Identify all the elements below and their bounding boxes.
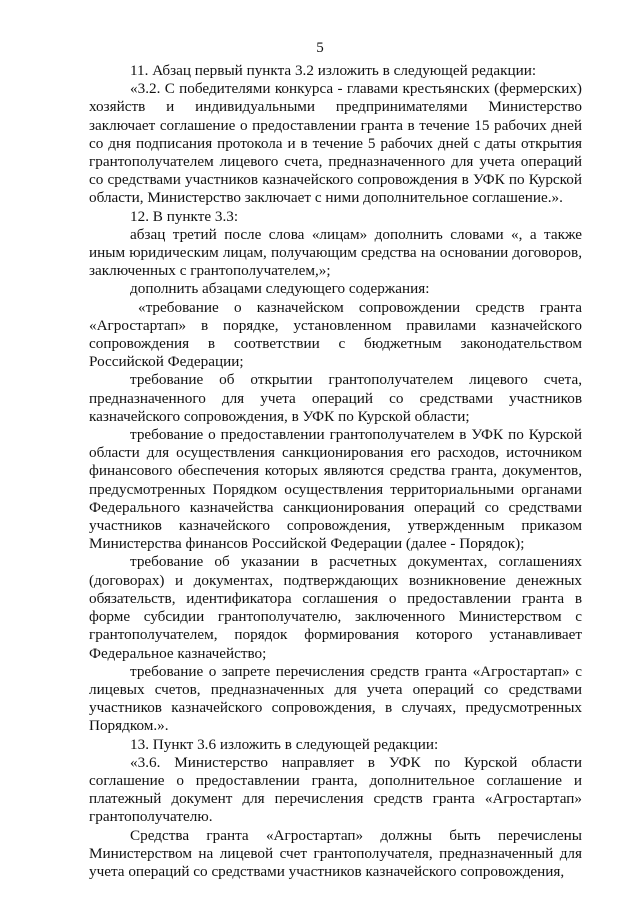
paragraph-3-2-text: «3.2. С победителями конкурса - главами крестьянских (фермерских) хозяйств и индивидуальными предпринимателями Министерство заключает соглашение о предоставлении гранта в течение 15 рабочих дней со дня подписания протокола и в течение 5 рабочих дней с даты открытия грантополучателем лицевого счета, предназначенного для учета операций со средствами участников казначейского сопровождения в УФК по Курской области, Министерство заключает с ними дополнительное соглашение.». (89, 80, 582, 207)
paragraph-requirement-4: требование об указании в расчетных документах, соглашениях (договорах) и документах, подтверждающих возникновение денежных обязательств, идентификатора соглашения о предоставлении гранта в форме субсидии грантополучателю, заключенного Министерством с грантополучателем, порядок формирования которого устанавливает Федеральное казначейство; (89, 553, 582, 662)
paragraph-add-intro: дополнить абзацами следующего содержания: (130, 280, 430, 298)
paragraph-grant-transfer: Средства гранта «Агростартап» должны быть перечислены Министерством на лицевой счет грантополучателя, предназначенный для учета операций со средствами участников казначейского сопровождения, (89, 826, 582, 880)
paragraph-3-3-amendment: абзац третий после слова «лицам» дополнить словами «, а также иным юридическим лицам, получающим средства на основании договоров, заключенных с грантополучателем,»; (89, 225, 582, 280)
paragraph-13-header: 13. Пункт 3.6 изложить в следующей редакции: (130, 735, 439, 753)
paragraph-requirement-2: требование об открытии грантополучателем лицевого счета, предназначенного для учета операций со средствами участников казначейского сопровождения, в УФК по Курской области; (89, 371, 582, 425)
document-body (89, 62, 582, 881)
page-number: 5 (316, 40, 324, 56)
paragraph-requirement-5: требование о запрете перечисления средств гранта «Агростартап» с лицевых счетов, предназначенных для учета операций со средствами участников казначейского сопровождения, в случаях, предусмотренных Порядком.». (89, 662, 582, 735)
paragraph-requirement-1: «требование о казначейском сопровождении средств гранта «Агростартап» в порядке, установленном правилами казначейского сопровождения в соответствии с бюджетным законодательством Российской Федерации; (89, 298, 582, 371)
paragraph-requirement-3: требование о предоставлении грантополучателем в УФК по Курской области для осуществления санкционирования его расходов, источником финансового обеспечения которых являются средства гранта, документов, предусмотренных Порядком осуществления территориальными органами Федерального казначейства санкционирования операций со средствами участников казначейского сопровождения, утвержденным приказом Министерства финансов Российской Федерации (далее - Порядок); (89, 426, 582, 553)
paragraph-12-header: 12. В пункте 3.3: (130, 207, 239, 225)
paragraph-11-header: 11. Абзац первый пункта 3.2 изложить в следующей редакции: (130, 62, 537, 79)
paragraph-3-6-text: «3.6. Министерство направляет в УФК по Курской области соглашение о предоставлении гранта, дополнительное соглашение и платежный документ для перечисления средств гранта «Агростартап» грантополучателю. (89, 753, 582, 826)
